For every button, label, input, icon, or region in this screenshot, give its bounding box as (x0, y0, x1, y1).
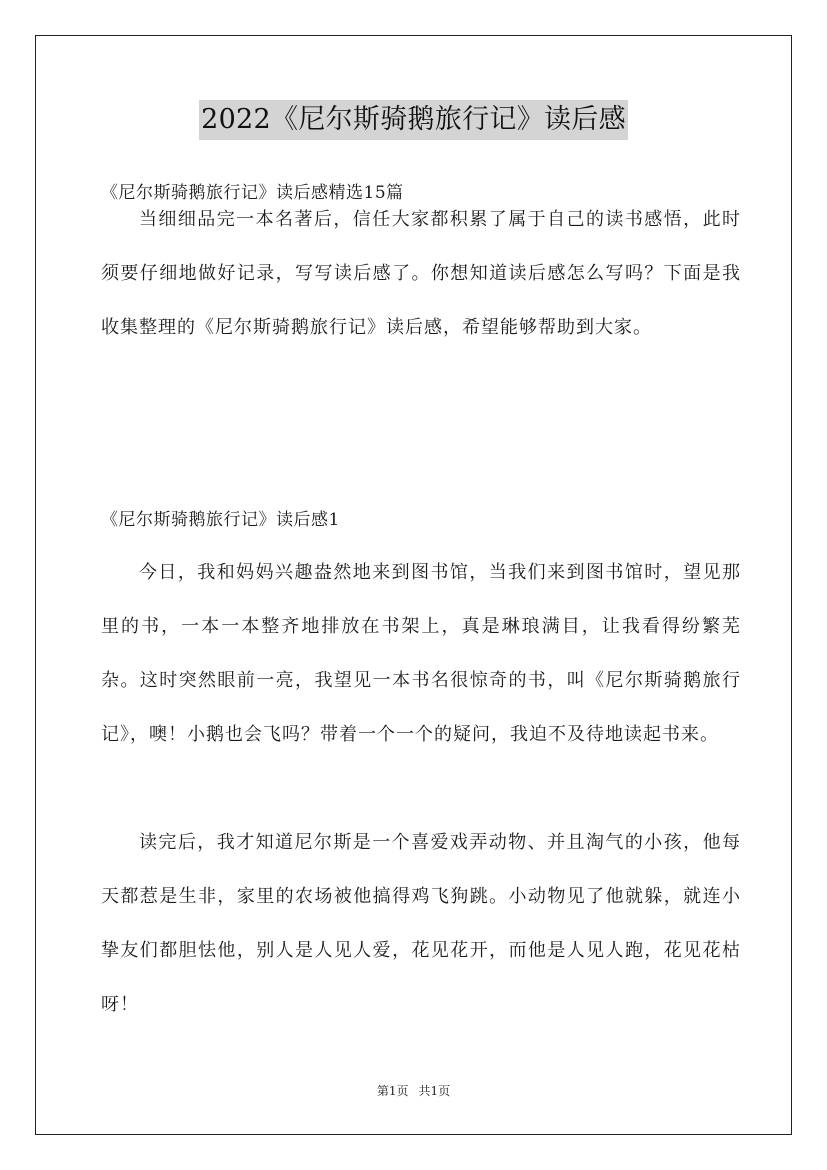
title-container (0, 100, 827, 140)
section-heading: 《尼尔斯骑鹅旅行记》读后感1 (101, 510, 340, 530)
document-title: 2022《尼尔斯骑鹅旅行记》读后感 (199, 100, 628, 140)
page-total: 共1页 (418, 1084, 451, 1098)
body-paragraph-1: 今日，我和妈妈兴趣盎然地来到图书馆，当我们来到图书馆时，望见那里的书，一本一本整齐地排放在书架上，真是琳琅满目，让我看得纷繁芜杂。这时突然眼前一亮，我望见一本书名很惊奇的书，叫《尼尔斯骑鹅旅行记》，噢！小鹅也会飞吗？带着一个一个的疑问，我迫不及待地读起书来。 (101, 562, 741, 745)
intro-paragraph: 当细细品完一本名著后，信任大家都积累了属于自己的读书感悟，此时须要仔细地做好记录，写写读后感了。你想知道读后感怎么写吗？下面是我收集整理的《尼尔斯骑鹅旅行记》读后感，希望能够帮助到大家。 (101, 209, 741, 338)
page-number: 第1页 (376, 1084, 409, 1098)
document-subtitle: 《尼尔斯骑鹅旅行记》读后感精选15篇 (101, 183, 404, 203)
body-paragraph-2: 读完后，我才知道尼尔斯是一个喜爱戏弄动物、并且淘气的小孩，他每天都惹是生非，家里的农场被他搞得鸡飞狗跳。小动物见了他就躲，就连小挚友们都胆怯他，别人是人见人爱，花见花开，而他是人见人跑，花见花枯呀！ (101, 832, 741, 1015)
page-footer (0, 1083, 827, 1099)
